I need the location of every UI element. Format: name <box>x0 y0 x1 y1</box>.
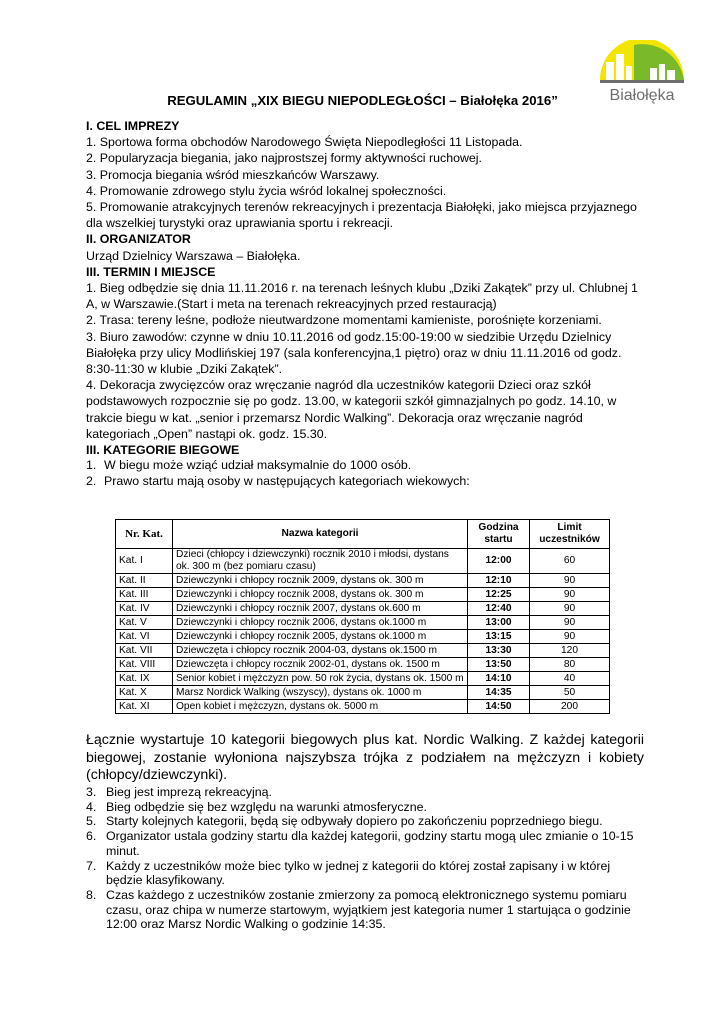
cell-nr-kat: Kat. IX <box>116 672 173 686</box>
cell-godzina: 13:15 <box>468 630 530 644</box>
table-row <box>116 672 610 686</box>
table-row <box>116 616 610 630</box>
table-row <box>116 549 610 574</box>
list-number: 3. <box>86 785 97 799</box>
list-text: Bieg jest imprezą rekreacyjną. <box>106 785 272 799</box>
cell-nazwa: Dziewczęta i chłopcy rocznik 2004-03, dystans ok.1500 m <box>173 644 468 658</box>
rule-item-6 <box>86 829 646 858</box>
list-text: W biegu może wziąć udział maksymalnie do 1000 osób. <box>104 458 412 473</box>
cell-nr-kat: Kat. X <box>116 686 173 700</box>
cell-godzina: 14:35 <box>468 686 530 700</box>
list-text: Każdy z uczestników może biec tylko w jednej z kategorii do której został zapisany i w której będzie klasyfikowany. <box>106 858 611 888</box>
table-row <box>116 644 610 658</box>
header-nazwa: Nazwa kategorii <box>173 520 468 549</box>
cell-limit: 60 <box>530 549 610 574</box>
rule-item-8 <box>86 888 646 932</box>
cell-nr-kat: Kat. I <box>116 549 173 574</box>
cell-godzina: 13:30 <box>468 644 530 658</box>
cell-godzina: 12:00 <box>468 549 530 574</box>
rules-list <box>86 785 646 932</box>
document-title: REGULAMIN „XIX BIEGU NIEPODLEGŁOŚCI – Białołęka 2016” <box>167 93 558 108</box>
cell-nazwa: Dziewczynki i chłopcy rocznik 2005, dystans ok.1000 m <box>173 630 468 644</box>
cell-godzina: 13:00 <box>468 616 530 630</box>
cell-nr-kat: Kat. VIII <box>116 658 173 672</box>
list-text: Organizator ustala godziny startu dla każdej kategorii, godziny startu mogą ulec zmianie o 10-15 minut. <box>106 829 634 858</box>
list-number: 6. <box>86 829 97 844</box>
cell-nazwa: Senior kobiet i mężczyzn pow. 50 rok życia, dystans ok. 1500 m <box>173 672 468 686</box>
cel-item-5: 5. Promowanie atrakcyjnych terenów rekreacyjnych i prezentacja Białołęki, jako miejsca przyjaznego dla wszelkiej turystyki oraz uprawiania sportu i rekreacji. <box>86 200 637 231</box>
section-heading-cel: I. CEL IMPREZY <box>86 119 180 133</box>
table-row <box>116 686 610 700</box>
cell-limit: 120 <box>530 644 610 658</box>
cell-godzina: 13:50 <box>468 658 530 672</box>
list-number: 5. <box>86 814 97 829</box>
table-row <box>116 588 610 602</box>
cell-godzina: 12:40 <box>468 602 530 616</box>
cell-nazwa: Dziewczynki i chłopcy rocznik 2009, dystans ok. 300 m <box>173 574 468 588</box>
cell-limit: 90 <box>530 574 610 588</box>
cell-nr-kat: Kat. VII <box>116 644 173 658</box>
rule-item-4 <box>86 800 646 815</box>
list-text: Bieg odbędzie się bez względu na warunki atmosferyczne. <box>106 799 427 814</box>
table-header-row <box>116 520 610 549</box>
list-number: 8. <box>86 887 97 902</box>
section-heading-organizator: II. ORGANIZATOR <box>86 232 191 247</box>
cell-godzina: 12:25 <box>468 588 530 602</box>
cell-godzina: 12:10 <box>468 574 530 588</box>
table-row <box>116 574 610 588</box>
organizator-text: Urząd Dzielnicy Warszawa – Białołęka. <box>86 248 301 263</box>
termin-item-3: 3. Biuro zawodów: czynne w dniu 10.11.2016 od godz.15:00-19:00 w siedzibie Urzędu Dzielnicy Białołęka przy ulicy Modlińskiej 197 (sala konferencyjna,1 piętro) oraz w dniu 11.11.2016 od godz. 8:30-11:30 w klubie „Dziki Zakątek”. <box>86 329 622 377</box>
cell-limit: 90 <box>530 602 610 616</box>
list-number: 2. <box>86 473 97 488</box>
cell-nr-kat: Kat. II <box>116 574 173 588</box>
cel-item-1: 1. Sportowa forma obchodów Narodowego Święta Niepodległości 11 Listopada. <box>86 135 523 150</box>
cell-nazwa: Marsz Nordick Walking (wszyscy), dystans ok. 1000 m <box>173 686 468 700</box>
cell-godzina: 14:10 <box>468 672 530 686</box>
rule-item-3 <box>86 785 646 800</box>
cell-limit: 90 <box>530 616 610 630</box>
termin-item-4: 4. Dekoracja zwycięzców oraz wręczanie nagród dla uczestników kategorii Dzieci oraz szkół podstawowych rozpocznie się po godz. 13.00, w kategorii szkół gimnazjalnych po godz. 14.10, w trakcie biegu w kat. „senior i przemarsz Nordic Walking”. Dekoracja oraz wręczanie nagród kategoriach „Open” nastąpi ok. godz. 15.30. <box>86 378 617 441</box>
cell-nr-kat: Kat. XI <box>116 700 173 714</box>
list-text: Czas każdego z uczestników zostanie zmierzony za pomocą elektronicznego systemu pomiaru czasu, oraz chipa w numerze startowym, wyjątkiem jest kategoria numer 1 startująca o godzinie 12:00 oraz Marsz Nordic Walking o godzinie 14:35. <box>106 887 631 932</box>
cell-limit: 200 <box>530 700 610 714</box>
table-row <box>116 602 610 616</box>
svg-text:Białołęka: Białołęka <box>609 87 675 104</box>
kategorie-item-2 <box>86 474 646 490</box>
cell-limit: 90 <box>530 630 610 644</box>
header-nr-kat: Nr. Kat. <box>116 520 173 549</box>
termin-item-1: 1. Bieg odbędzie się dnia 11.11.2016 r. na terenach leśnych klubu „Dziki Zakątek” przy ul. Chlubnej 1 A, w Warszawie.(Start i meta na terenach rekreacyjnych przed restauracją) <box>86 281 638 312</box>
cell-limit: 90 <box>530 588 610 602</box>
termin-item-2: 2. Trasa: tereny leśne, podłoże nieutwardzone momentami kamieniste, porośnięte korzeniami. <box>86 313 602 328</box>
table-row <box>116 658 610 672</box>
section-heading-termin: III. TERMIN I MIEJSCE <box>86 264 216 279</box>
cel-item-2: 2. Popularyzacja biegania, jako najprostszej formy aktywności ruchowej. <box>86 151 483 166</box>
cell-godzina: 14:50 <box>468 700 530 714</box>
table-body <box>116 549 610 714</box>
cel-item-4: 4. Promowanie zdrowego stylu życia wśród lokalnej społeczności. <box>86 183 447 198</box>
summary-paragraph: Łącznie wystartuje 10 kategorii biegowych plus kat. Nordic Walking. Z każdej kategorii biegowej, zostanie wyłoniona najszybsza trójka z podziałem na mężczyzn i kobiety (chłopcy/dziewczynki). <box>86 732 644 783</box>
categories-table <box>115 519 610 714</box>
regulations-body <box>86 118 646 489</box>
cell-nr-kat: Kat. VI <box>116 630 173 644</box>
cell-limit: 40 <box>530 672 610 686</box>
cel-item-3: 3. Promocja biegania wśród mieszkańców Warszawy. <box>86 167 380 182</box>
cell-limit: 50 <box>530 686 610 700</box>
rule-item-7 <box>86 859 646 888</box>
list-text: Prawo startu mają osoby w następujących kategoriach wiekowych: <box>104 473 470 488</box>
list-text: Starty kolejnych kategorii, będą się odbywały dopiero po zakończeniu poprzedniego biegu. <box>106 814 603 829</box>
list-number: 4. <box>86 799 97 814</box>
cell-nazwa: Dziewczynki i chłopcy rocznik 2008, dystans ok. 300 m <box>173 588 468 602</box>
cell-nr-kat: Kat. IV <box>116 602 173 616</box>
section-heading-kategorie: III. KATEGORIE BIEGOWE <box>86 443 240 458</box>
table-row <box>116 700 610 714</box>
header-godzina: Godzina startu <box>468 520 530 549</box>
table-row <box>116 630 610 644</box>
list-number: 1. <box>86 458 97 473</box>
cell-nazwa: Dziewczęta i chłopcy rocznik 2002-01, dystans ok. 1500 m <box>173 658 468 672</box>
kategorie-item-1 <box>86 458 646 474</box>
cell-nazwa: Dzieci (chłopcy i dziewczynki) rocznik 2010 i młodsi, dystans ok. 300 m (bez pomiaru czasu) <box>173 549 468 574</box>
cell-nr-kat: Kat. III <box>116 588 173 602</box>
cell-nazwa: Dziewczynki i chłopcy rocznik 2006, dystans ok.1000 m <box>173 616 468 630</box>
rule-item-5 <box>86 814 646 829</box>
header-limit: Limit uczestników <box>530 520 610 549</box>
cell-nr-kat: Kat. V <box>116 616 173 630</box>
list-number: 7. <box>86 858 97 873</box>
cell-limit: 80 <box>530 658 610 672</box>
cell-nazwa: Dziewczynki i chłopcy rocznik 2007, dystans ok.600 m <box>173 602 468 616</box>
cell-nazwa: Open kobiet i mężczyzn, dystans ok. 5000 m <box>173 700 468 714</box>
